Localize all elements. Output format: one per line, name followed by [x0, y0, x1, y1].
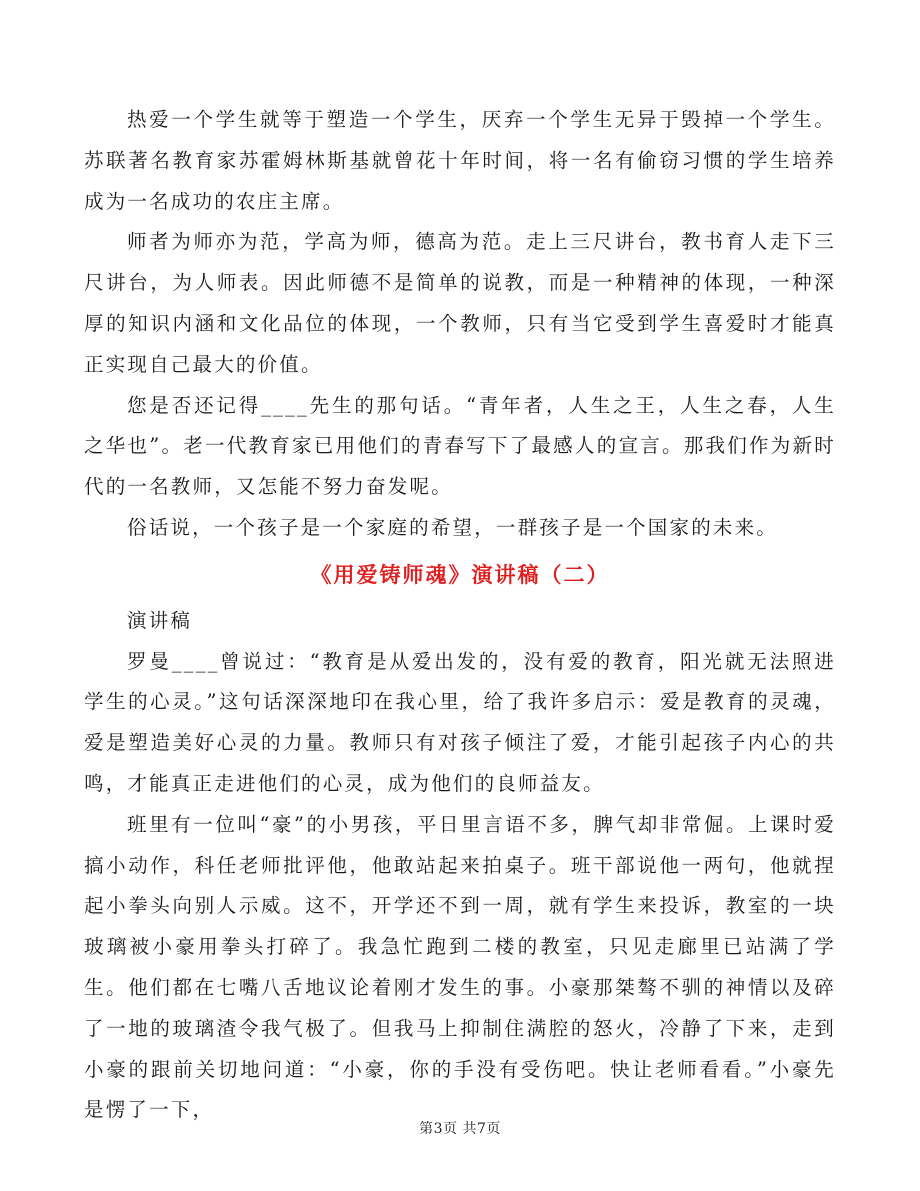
page-number-footer: 第3页 共7页	[419, 1121, 501, 1137]
document-page	[84, 100, 836, 1131]
paragraph: 俗话说，一个孩子是一个家庭的希望，一群孩子是一个国家的未来。	[127, 515, 779, 539]
paragraph: 罗曼____曾说过：“教育是从爱出发的，没有爱的教育，阳光就无法照进学生的心灵。”这句话深深地印在我心里，给了我许多启示：爱是教育的灵魂，爱是塑造美好心灵的力量。教师只有对孩子倾注了爱，才能引起孩子内心的共鸣，才能真正走进他们的心灵，成为他们的良师益友。	[84, 649, 836, 795]
section-title: 《用爱铸师魂》演讲稿（二）	[310, 561, 610, 587]
paragraph: 师者为师亦为范，学高为师，德高为范。走上三尺讲台，教书育人走下三尺讲台，为人师表。因此师德不是简单的说教，而是一种精神的体现，一种深厚的知识内涵和文化品位的体现，一个教师，只有当它受到学生喜爱时才能真正实现自己最大的价值。	[84, 230, 836, 376]
paragraph: 演讲稿	[127, 608, 193, 632]
paragraph: 您是否还记得____先生的那句话。“青年者，人生之王，人生之春，人生之华也”。老一代教育家已用他们的青春写下了最感人的宣言。那我们作为新时代的一名教师，又怎能不努力奋发呢。	[84, 393, 836, 499]
paragraph: 班里有一位叫“豪”的小男孩，平日里言语不多，脾气却非常倔。上课时爱搞小动作，科任老师批评他，他敢站起来拍桌子。班干部说他一两句，他就捏起小拳头向别人示威。这不，开学还不到一周，就有学生来投诉，教室的一块玻璃被小豪用拳头打碎了。我急忙跑到二楼的教室，只见走廊里已站满了学生。他们都在七嘴八舌地议论着刚才发生的事。小豪那桀骜不驯的神情以及碎了一地的玻璃渣令我气极了。但我马上抑制住满腔的怒火，冷静了下来，走到小豪的跟前关切地问道：“小豪，你的手没有受伤吧。快让老师看看。”小豪先是愣了一下，	[84, 812, 836, 1122]
paragraph: 热爱一个学生就等于塑造一个学生，厌弃一个学生无异于毁掉一个学生。苏联著名教育家苏霍姆林斯基就曾花十年时间，将一名有偷窃习惯的学生培养成为一名成功的农庄主席。	[84, 108, 836, 213]
